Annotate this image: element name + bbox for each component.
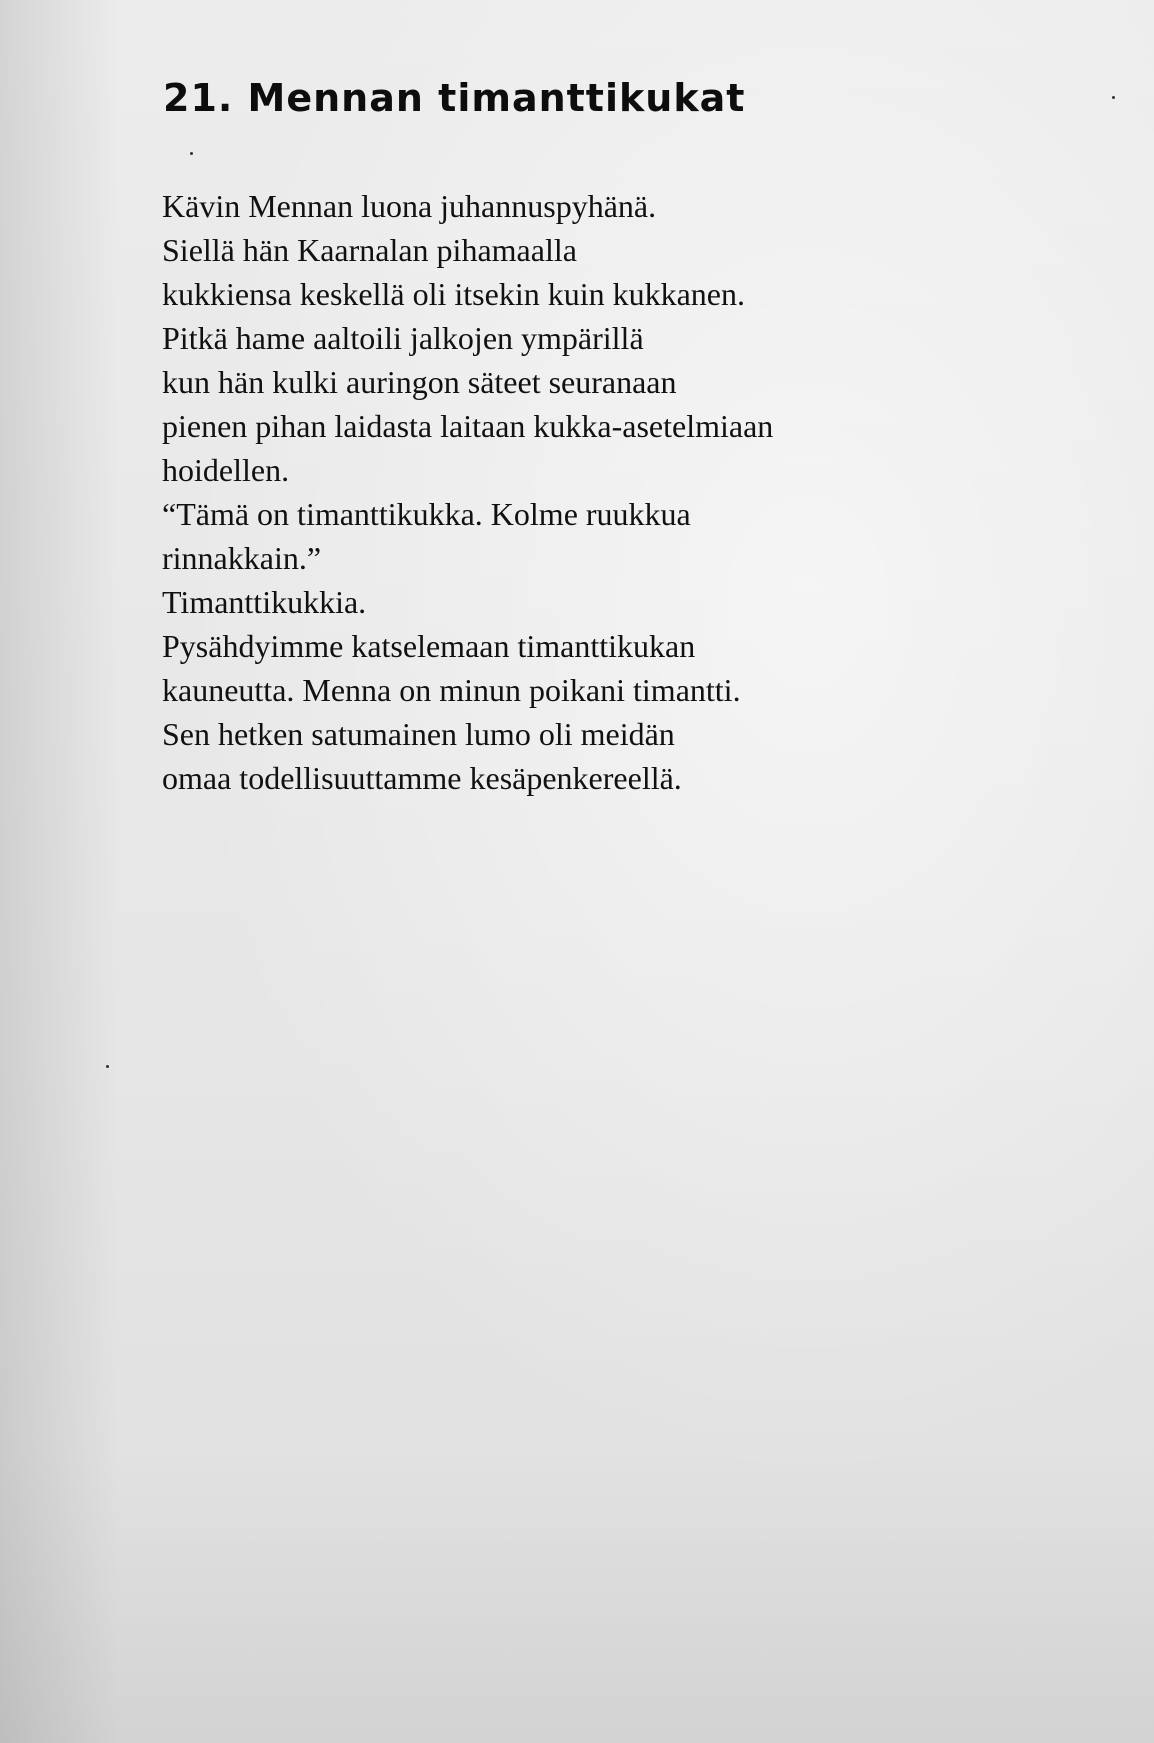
poem-line: Sen hetken satumainen lumo oli meidän [162, 716, 675, 752]
poem-line: pienen pihan laidasta laitaan kukka-asetelmiaan [162, 408, 774, 444]
scan-speck [106, 1065, 109, 1068]
scan-speck [190, 152, 193, 155]
poem-line: kun hän kulki auringon säteet seuranaan [162, 364, 677, 400]
poem-line: Pitkä hame aaltoili jalkojen ympärillä [162, 320, 644, 356]
chapter-title: 21. Mennan timanttikukat [163, 76, 746, 120]
poem-line: rinnakkain.” [162, 540, 322, 576]
scan-speck [1112, 96, 1115, 99]
poem-body [162, 184, 1042, 800]
page-bottom-shadow [0, 1450, 1154, 1743]
poem-line: Pysähdyimme katselemaan timanttikukan [162, 628, 696, 664]
poem-line: Kävin Mennan luona juhannuspyhänä. [162, 188, 657, 224]
poem-line: Timanttikukkia. [162, 584, 367, 620]
poem-line: kukkiensa keskellä oli itsekin kuin kukkanen. [162, 276, 745, 312]
poem-line: “Tämä on timanttikukka. Kolme ruukkua [162, 496, 691, 532]
poem-line: Siellä hän Kaarnalan pihamaalla [162, 232, 577, 268]
poem-line: kauneutta. Menna on minun poikani timantti. [162, 672, 741, 708]
poem-line: hoidellen. [162, 452, 290, 488]
poem-line: omaa todellisuuttamme kesäpenkereellä. [162, 760, 682, 796]
